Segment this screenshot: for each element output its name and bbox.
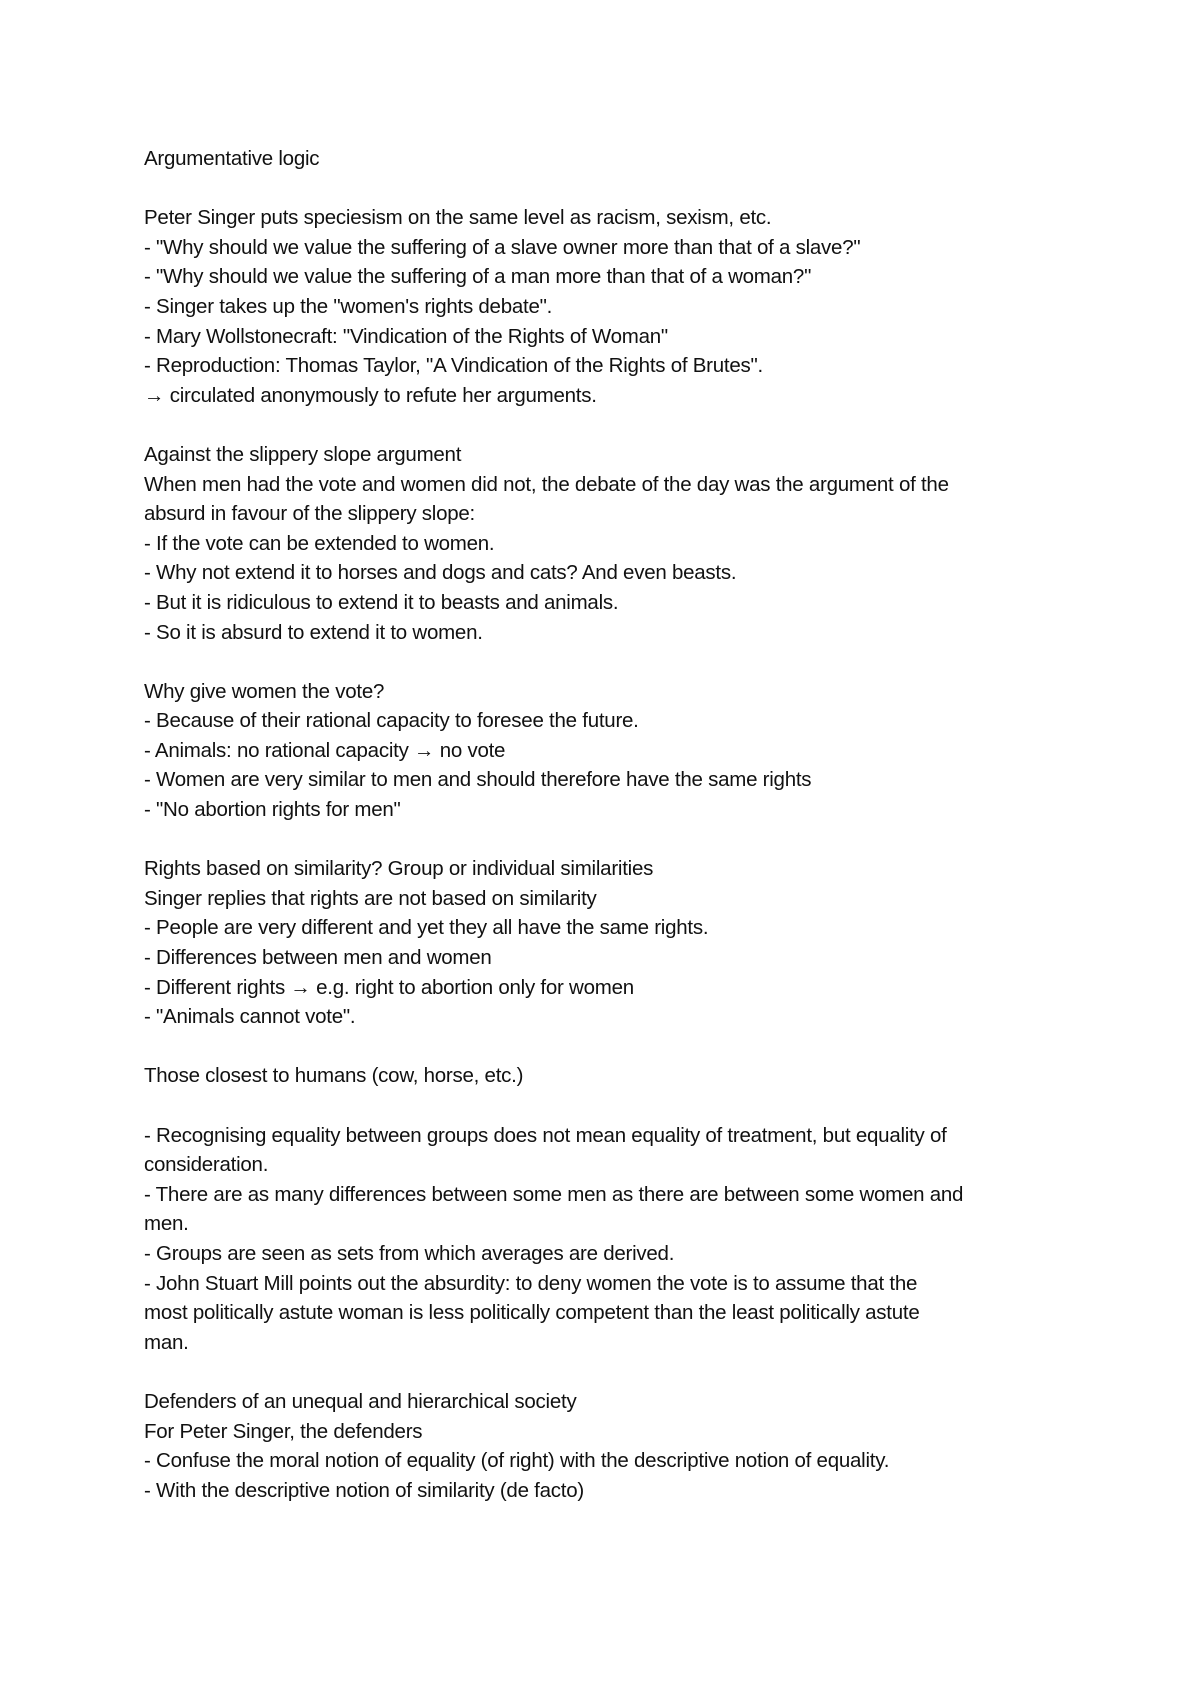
section4-line: - Differences between men and women bbox=[144, 946, 492, 970]
section4-line: - Different rights → e.g. right to abortion only for women bbox=[144, 975, 634, 999]
section4-line: Singer replies that rights are not based on similarity bbox=[144, 886, 597, 910]
section2-line: - Why not extend it to horses and dogs and cats? And even beasts. bbox=[144, 561, 737, 585]
section1-line: - "Why should we value the suffering of a man more than that of a woman?" bbox=[144, 265, 812, 289]
section2-line: absurd in favour of the slippery slope: bbox=[144, 502, 475, 526]
blank-line bbox=[144, 410, 1074, 440]
section3-line: - Animals: no rational capacity → no vote bbox=[144, 738, 506, 762]
section1-line: - "Why should we value the suffering of a slave owner more than that of a slave?" bbox=[144, 235, 861, 259]
section4-line: - People are very different and yet they all have the same rights. bbox=[144, 916, 709, 940]
section6-line: - Groups are seen as sets from which averages are derived. bbox=[144, 1241, 675, 1265]
section3-line: - "No abortion rights for men" bbox=[144, 798, 401, 822]
section1-line: - Singer takes up the "women's rights debate". bbox=[144, 294, 553, 318]
blank-line bbox=[144, 174, 1074, 204]
section7-line: - With the descriptive notion of similarity (de facto) bbox=[144, 1478, 584, 1502]
blank-line bbox=[144, 1357, 1074, 1387]
section3-line: - Because of their rational capacity to foresee the future. bbox=[144, 709, 639, 733]
section6-line: - Recognising equality between groups does not mean equality of treatment, but equality of bbox=[144, 1123, 947, 1147]
blank-line bbox=[144, 647, 1074, 677]
section4-line: - "Animals cannot vote". bbox=[144, 1005, 356, 1029]
section2-heading: Against the slippery slope argument bbox=[144, 442, 462, 466]
section7-heading: Defenders of an unequal and hierarchical society bbox=[144, 1389, 577, 1413]
section2-line: - So it is absurd to extend it to women. bbox=[144, 620, 483, 644]
section1-line: - Reproduction: Thomas Taylor, "A Vindication of the Rights of Brutes". bbox=[144, 354, 763, 378]
section2-line: When men had the vote and women did not, the debate of the day was the argument of the bbox=[144, 472, 949, 496]
section6-line: - There are as many differences between some men as there are between some women and bbox=[144, 1182, 964, 1206]
section5-heading: Those closest to humans (cow, horse, etc.) bbox=[144, 1064, 524, 1088]
blank-line bbox=[144, 1091, 1074, 1121]
section7-line: - Confuse the moral notion of equality (of right) with the descriptive notion of equality. bbox=[144, 1449, 890, 1473]
blank-line bbox=[144, 1032, 1074, 1062]
section1-line: - Mary Wollstonecraft: "Vindication of the Rights of Woman" bbox=[144, 324, 668, 348]
section3-line: - Women are very similar to men and should therefore have the same rights bbox=[144, 768, 812, 792]
section6-line: consideration. bbox=[144, 1153, 269, 1177]
section1-intro: Peter Singer puts speciesism on the same level as racism, sexism, etc. bbox=[144, 206, 772, 230]
section3-heading: Why give women the vote? bbox=[144, 679, 385, 703]
section6-line: - John Stuart Mill points out the absurdity: to deny women the vote is to assume that the bbox=[144, 1271, 918, 1295]
section2-line: - But it is ridiculous to extend it to beasts and animals. bbox=[144, 590, 619, 614]
section1-line: → circulated anonymously to refute her arguments. bbox=[144, 383, 597, 407]
blank-line bbox=[144, 825, 1074, 855]
section6-line: most politically astute woman is less politically competent than the least politically astute bbox=[144, 1301, 920, 1325]
section2-line: - If the vote can be extended to women. bbox=[144, 531, 495, 555]
section6-line: man. bbox=[144, 1330, 189, 1354]
section7-line: For Peter Singer, the defenders bbox=[144, 1419, 423, 1443]
document-body bbox=[144, 144, 1074, 1505]
section6-line: men. bbox=[144, 1212, 189, 1236]
document-title: Argumentative logic bbox=[144, 147, 320, 170]
section4-heading: Rights based on similarity? Group or individual similarities bbox=[144, 857, 654, 881]
